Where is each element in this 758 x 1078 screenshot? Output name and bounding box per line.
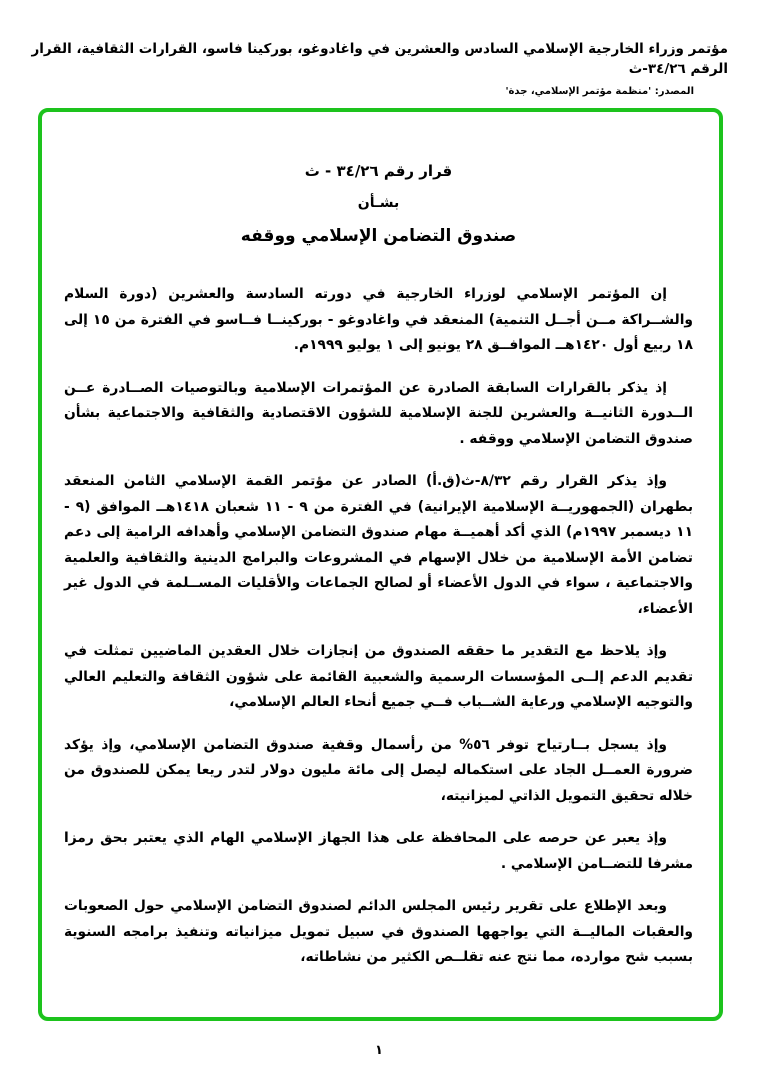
resolution-frame — [38, 108, 723, 1021]
resolution-regarding: بشـأن — [357, 195, 400, 211]
resolution-paragraph: وإذ يسجل بــارتياح توفر ٥٦% من رأسمال وقفية صندوق التضامن الإسلامي، وإذ يؤكد ضرورة العمــل الجاد على استكماله ليصل إلى مائة مليون دولار لتدر ريعا يمكن للصندوق من خلاله تحقيق التمويل الذاتي لميزانيته، — [64, 736, 693, 804]
header-source: المصدر: 'منظمة مؤتمر الإسلامي، جدة' — [505, 86, 694, 98]
resolution-subject: صندوق التضامن الإسلامي ووقفه — [240, 226, 517, 246]
resolution-paragraph: إن المؤتمر الإسلامي لوزراء الخارجية في دورته السادسة والعشرين (دورة السلام والشــراكة مــن أجــل التنمية) المنعقد في واغادوغو - بوركينــا فــاسو في الفترة من ١٥ إلى ١٨ ربيع أول ١٤٢٠هــ الموافــق ٢٨ يونيو إلى ١ يوليو ١٩٩٩م. — [64, 286, 694, 353]
header-citation: مؤتمر وزراء الخارجية الإسلامي السادس والعشرين في واغادوغو، بوركينا فاسو، القرارات الثقافية، القرار الرقم ٣٤/٢٦-ث — [31, 41, 728, 77]
document-header — [28, 40, 728, 97]
resolution-paragraph: وإذ يعبر عن حرصه على المحافظة على هذا الجهاز الإسلامي الهام الذي يعتبر بحق رمزا مشرفا للتضــامن الإسلامي . — [64, 830, 693, 872]
resolution-body — [64, 282, 693, 971]
page-number: ١ — [375, 1043, 383, 1058]
resolution-paragraph: إذ يذكر بالقرارات السابقة الصادرة عن المؤتمرات الإسلامية وبالتوصيات الصــادرة عــن الــدورة الثانيــة والعشرين للجنة الإسلامية للشؤون الاقتصادية والثقافية والاجتماعية بشأن صندوق التضامن الإسلامي ووقفه . — [64, 379, 693, 447]
resolution-title-block — [64, 162, 693, 246]
resolution-paragraph: وإذ يذكر القرار رقم ٨/٣٢-ث(ق.أ) الصادر عن مؤتمر القمة الإسلامي الثامن المنعقد بطهران (الجمهوريــة الإسلامية الإيرانية) في الفترة من ٩ - ١١ شعبان ١٤١٨هــ الموافق (٩ - ١١ ديسمبر ١٩٩٧م) الذي أكد أهميــة مهام صندوق التضامن الإسلامي وأهدافه الرامية إلى دعم تضامن الأمة الإسلامية من خلال الإسهام في المشروعات والبرامج الدينية والثقافية والعلمية والاجتماعية ، سواء في الدول الأعضاء أو لصالح الجماعات والأقليات المســلمة في الدول غير الأعضاء، — [64, 473, 694, 617]
resolution-paragraph: وإذ يلاحظ مع التقدير ما حققه الصندوق من إنجازات خلال العقدين الماضيين تمثلت في تقديم الدعم إلــى المؤسسات الرسمية والشعبية القائمة على شؤون الثقافة والتعليم العالي والتوجيه الإسلامي ورعاية الشــباب فــي جميع أنحاء العالم الإسلامي، — [64, 643, 693, 710]
resolution-paragraph: وبعد الإطلاع على تقرير رئيس المجلس الدائم لصندوق التضامن الإسلامي حول الصعوبات والعقبات الماليــة التي يواجهها الصندوق في سبيل تمويل ميزانياته وتنفيذ برامجه السنوية بسبب شح موارده، مما نتج عنه تقلــص الكثير من نشاطاته، — [64, 898, 693, 965]
resolution-number: قرار رقم ٣٤/٢٦ - ث — [304, 162, 453, 180]
